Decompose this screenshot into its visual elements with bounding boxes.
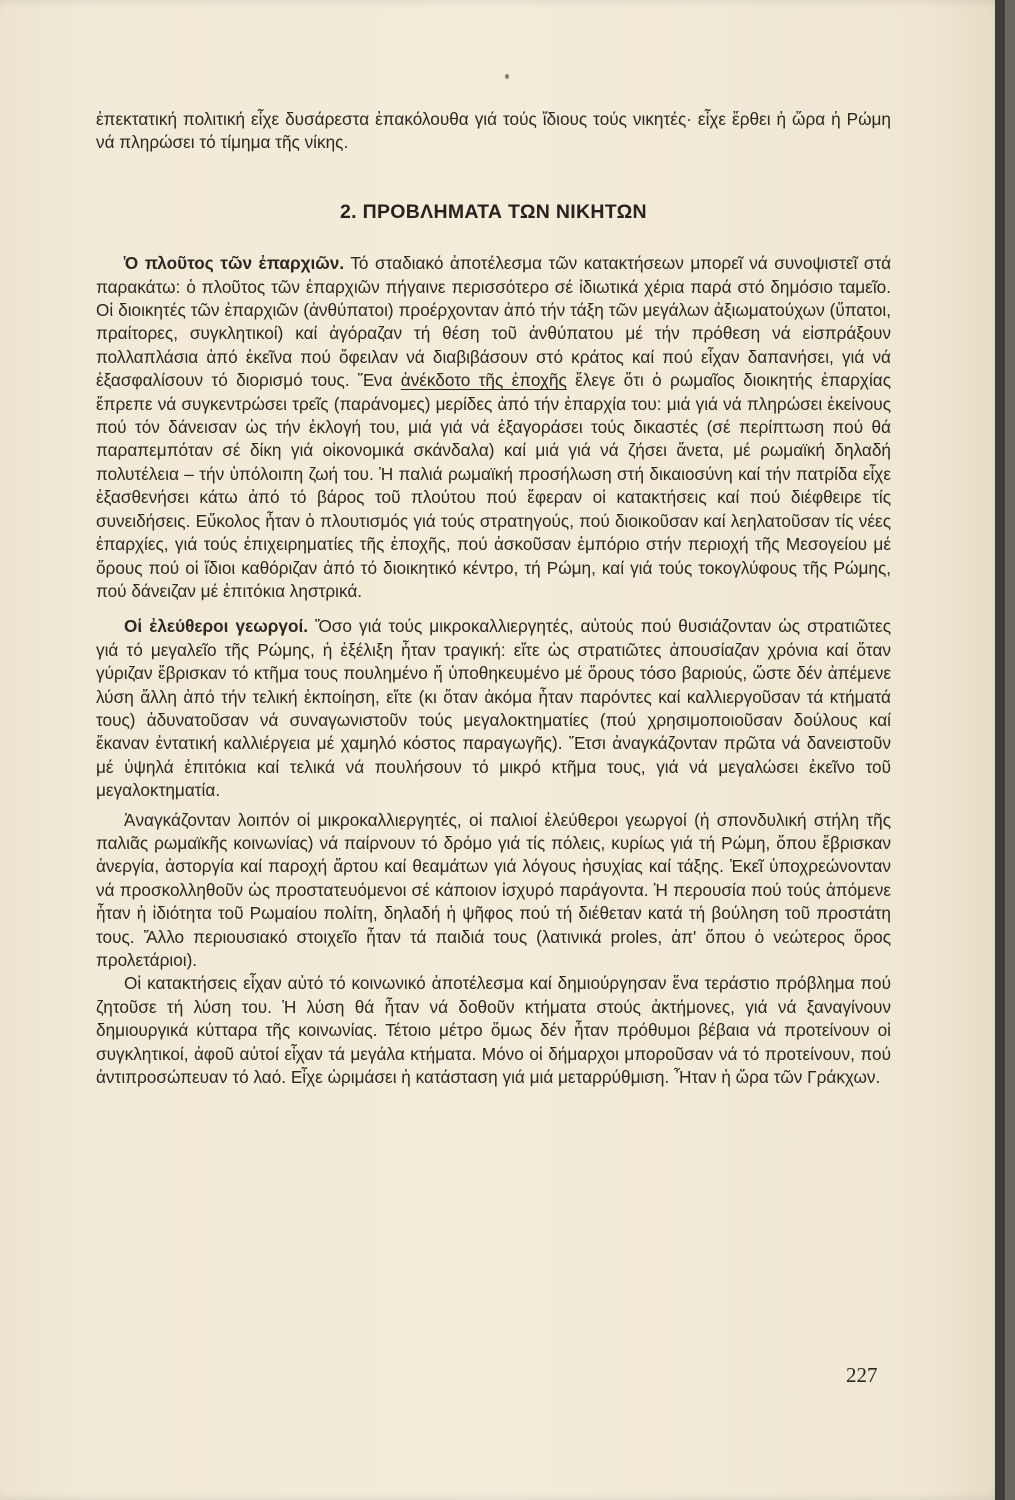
intro-paragraph: ἐπεκτατική πολιτική εἶχε δυσάρεστα ἐπακόλουθα γιά τούς ἴδιους τούς νικητές· εἶχε ἔρθει ἡ ὥρα ἡ Ρώμη νά πληρώσει τό τίμημα τῆς νίκης. <box>96 109 891 153</box>
paragraph-lead-wealth: Ὁ πλοῦτος τῶν ἐπαρχιῶν. <box>124 253 345 274</box>
paper-speck <box>505 74 509 79</box>
paragraph-text: ἔλεγε ὅτι ὁ ρωμαῖος διοικητής ἐπαρχίας ἔπρεπε νά συγκεντρώσει τρεῖς (παράνομες) μερίδες ἀπό τήν ἐπαρχία του: μιά γιά νά πληρώσει ἐκείνους πού τόν δάνεισαν ὡς τήν ἐκλογή του, μιά γιά νά ἐξαγοράσει τούς δικαστές (σέ περίπτωση πού θά παραπεμπόταν σέ δίκη γιά οἰκονομικά σκάνδαλα) καί μιά γιά νά ζήσει ἄνετα, μέ ρωμαϊκή δηλαδή πολυτέλεια – τήν ὑπόλοιπη ζωή του. Ἡ παλιά ρωμαϊκή προσήλωση στή δικαιοσύνη καί τήν πατρίδα εἶχε ἐξασθενήσει κάτω ἀπό τό βάρος τοῦ πλούτου πού ἔφεραν οἱ κατακτήσεις καί πού διέφθειρε τίς συνειδήσεις. Εὔκολος ἦταν ὁ πλουτισμός γιά τούς στρατηγούς, πού διοικοῦσαν καί λεηλατοῦσαν τίς νέες ἐπαρχίες, γιά τούς ἐπιχειρηματίες τῆς ἐποχῆς, πού ἀσκοῦσαν ἐμπόριο στήν περιοχή τῆς Μεσογείου μέ ὅρους πού οἱ ἴδιοι καθόριζαν ἀπό τό διοικητικό κέντρο, τή Ρώμη, καί γιά τούς τοκογλύφους τῆς Ρώμης, πού δάνειζαν μέ ἐπιτόκια ληστρικά. <box>96 370 891 601</box>
underlined-phrase: ἀνέκδοτο τῆς ἐποχῆς <box>400 370 567 391</box>
paragraph-free-farmers <box>96 615 891 802</box>
paragraph-lead-farmers: Οἱ ἐλεύθεροι γεωργοί. <box>124 616 308 637</box>
page-number: 227 <box>846 1363 878 1387</box>
paragraph-small-farmers: Ἀναγκάζονταν λοιπόν οἱ μικροκαλλιεργητές, οἱ παλιοί ἐλεύθεροι γεωργοί (ἡ σπονδυλική στήλη τῆς παλιᾶς ρωμαϊκῆς κοινωνίας) νά παίρνουν τό δρόμο γιά τίς πόλεις, κυρίως γιά τή Ρώμη, ὅπου ἔβρισκαν ἀνεργία, ἀστοργία καί παροχή ἄρτου καί θεαμάτων γιά λόγους ἡσυχίας καί τάξης. Ἐκεῖ ὑποχρεώνονταν νά προσκολληθοῦν ὡς προστατευόμενοι σέ κάποιον ἰσχυρό παράγοντα. Ἡ περουσία πού τούς ἀπόμενε ἦταν ἡ ἰδιότητα τοῦ Ρωμαίου πολίτη, δηλαδή ἡ ψῆφος πού τή διέθεταν κατά τή βούληση τοῦ προστάτη τους. Ἄλλο περιουσιακό στοιχεῖο ἦταν τά παιδιά τους (λατινικά proles, ἀπ' ὅπου ὁ νεώτερος ὅρος προλετάριοι). <box>96 809 891 970</box>
paragraph-text: Ὅσο γιά τούς μικροκαλλιεργητές, αὐτούς πού θυσιάζονταν ὡς στρατιῶτες γιά τό μεγαλεῖο τῆς Ρώμης, ἡ ἐξέλιξη ἦταν τραγική: εἴτε ὡς στρατιῶτες ἀπουσίαζαν χρόνια καί ὅταν γύριζαν ἔβρισκαν τό κτῆμα τους πουλημένο ἤ ὑποθηκευμένο μέ ὅρους τόσο βαριούς, ὥστε δέν ἀπέμενε λύση ἄλλη ἀπό τήν τελική ἐκποίηση, εἴτε (κι ὅταν ἀκόμα ἦταν παρόντες καί καλλιεργοῦσαν τά κτήματά τους) ἀδυνατοῦσαν νά συναγωνιστοῦν τούς μεγαλοκτηματίες (πού χρησιμοποιοῦσαν δούλους καί ἔκαναν ἐντατική καλλιέργεια μέ χαμηλό κόστος παραγωγῆς). Ἔτσι ἀναγκάζονταν πρῶτα νά δανειστοῦν μέ ὑψηλά ἐπιτόκια καί τελικά νά πουλήσουν τό μικρό κτῆμα τους, γιά νά μεγαλώσει ἐκεῖνο τοῦ μεγαλοκτηματία. <box>96 616 891 801</box>
page-edge <box>995 0 1005 1500</box>
section-heading: 2. ΠΡΟΒΛΗΜΑΤΑ ΤΩΝ ΝΙΚΗΤΩΝ <box>340 200 647 223</box>
text-block <box>96 108 891 1089</box>
paragraph-wealth-of-provinces <box>96 252 891 603</box>
paragraph-text: Τό σταδιακό ἀποτέλεσμα τῶν κατακτήσεων μπορεῖ νά συνοψιστεῖ στά παρακάτω: ὁ πλοῦτος τῶν ἐπαρχιῶν πήγαινε περισσότερο σέ ἰδιωτικά χέρια παρά στό δημόσιο ταμεῖο. Οἱ διοικητές τῶν ἐπαρχιῶν (ἀνθύπατοι) προέρχονταν ἀπό τήν τάξη τῶν μεγάλων ἀξιωματούχων (ὕπατοι, πραίτορες, συγκλητικοί) καί ἀγόραζαν τή θέση τοῦ ἀνθύπατου μέ τήν πρόθεση νά εἰσπράξουν πολλαπλάσια ἀπό ἐκεῖνα πού ὄφειλαν νά διαβιβάσουν στό κράτος καί πού εἶχαν δαπανήσει, γιά νά ἐξασφαλίσουν τό διορισμό τους. Ἕνα <box>96 253 892 391</box>
paragraph-conquests: Οἱ κατακτήσεις εἶχαν αὐτό τό κοινωνικό ἀποτέλεσμα καί δημιούργησαν ἕνα τεράστιο πρόβλημα πού ζητοῦσε τή λύση του. Ἡ λύση θά ἦταν νά δοθοῦν κτήματα στούς ἀκτήμονες, γιά νά ξαναγίνουν δημιουργικά κύτταρα τῆς κοινωνίας. Τέτοιο μέτρο ὅμως δέν ἦταν πρόθυμοι βέβαια νά προτείνουν οἱ συγκλητικοί, ἀφοῦ αὐτοί εἶχαν τά μεγάλα κτήματα. Μόνο οἱ δήμαρχοι μποροῦσαν νά τό προτείνουν, πού ἀντιπροσώπευαν τό λαό. Εἶχε ὡριμάσει ἡ κατάσταση γιά μιά μεταρρύθμιση. Ἦταν ἡ ὥρα τῶν Γράκχων. <box>96 973 891 1088</box>
